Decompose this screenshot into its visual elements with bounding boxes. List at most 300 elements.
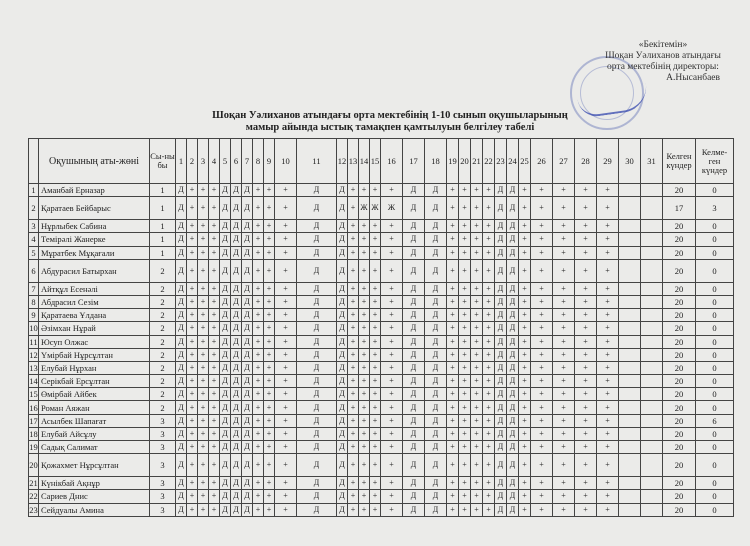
day-cell: + [187,503,198,516]
day-cell: Д [176,233,187,246]
day-cell: Д [176,490,187,503]
day-cell [641,309,663,322]
day-cell: Д [425,477,447,490]
day-cell: Д [297,427,337,440]
day-cell: + [370,454,381,477]
day-cell: + [209,414,220,427]
day-cell: + [471,184,483,197]
day-cell: + [459,441,471,454]
day-cell: Д [176,246,187,259]
day-cell: Д [297,401,337,414]
day-cell: Д [220,322,231,335]
table-row [29,490,734,503]
day-cell: Д [297,441,337,454]
day-cell: Д [507,309,519,322]
day-cell: Д [337,361,348,374]
day-cell: + [483,503,495,516]
day-cell: + [519,503,531,516]
day-cell: + [447,414,459,427]
day-cell: + [187,477,198,490]
day-cell: + [381,295,403,308]
header-came-days: Келген күндер [663,139,696,184]
day-cell: + [447,388,459,401]
day-cell [619,259,641,282]
day-cell: + [370,309,381,322]
day-cell: Д [231,361,242,374]
row-number: 10 [29,323,38,334]
day-cell [619,197,641,220]
day-cell: + [275,454,297,477]
grade-cell: 2 [150,322,176,335]
day-cell: + [459,309,471,322]
day-cell: Д [495,335,507,348]
day-cell: + [483,477,495,490]
day-cell: + [553,348,575,361]
day-cell: Д [495,197,507,220]
day-cell: Д [507,233,519,246]
day-cell: + [359,259,370,282]
day-cell: + [348,246,359,259]
header-day: 28 [575,139,597,184]
day-cell: Д [220,401,231,414]
row-number: 11 [29,336,38,347]
day-cell: + [381,477,403,490]
day-cell: + [275,388,297,401]
table-row [29,246,734,259]
day-cell: + [348,197,359,220]
day-cell: + [198,427,209,440]
day-cell: + [198,388,209,401]
day-cell: + [575,246,597,259]
day-cell: Д [495,246,507,259]
day-cell: Д [337,503,348,516]
day-cell: + [381,259,403,282]
day-cell: + [519,490,531,503]
day-cell: + [198,184,209,197]
day-cell: + [253,454,264,477]
header-day: 6 [231,139,242,184]
day-cell: + [531,477,553,490]
student-name: Қаратаев Бейбарыс [39,197,150,220]
day-cell: Д [297,259,337,282]
day-cell: + [531,361,553,374]
day-cell: + [253,335,264,348]
absent-days-cell: 0 [696,477,734,490]
header-day: 20 [459,139,471,184]
header-day: 23 [495,139,507,184]
day-cell: + [253,348,264,361]
day-cell: + [447,322,459,335]
day-cell: + [447,361,459,374]
student-name: Үмірбай Нұрсұлтан [39,348,150,361]
day-cell: + [381,282,403,295]
day-cell: Д [337,335,348,348]
row-number: 22 [29,491,38,502]
day-cell: + [531,490,553,503]
day-cell: + [348,388,359,401]
day-cell: + [275,441,297,454]
day-cell: Д [297,233,337,246]
day-cell: Д [507,197,519,220]
student-name: Айтқұл Есенәлі [39,282,150,295]
day-cell: Д [297,414,337,427]
day-cell: + [264,375,275,388]
day-cell [619,309,641,322]
day-cell: + [253,401,264,414]
day-cell: + [209,361,220,374]
day-cell: + [553,427,575,440]
day-cell: Д [337,490,348,503]
day-cell: + [471,220,483,233]
day-cell: + [553,375,575,388]
day-cell: + [359,427,370,440]
table-row [29,454,734,477]
day-cell: + [187,309,198,322]
day-cell: + [575,309,597,322]
came-days-cell: 20 [663,322,696,335]
day-cell: Д [337,454,348,477]
day-cell: + [209,503,220,516]
day-cell: + [471,441,483,454]
day-cell: + [519,309,531,322]
header-day: 31 [641,139,663,184]
day-cell: Д [231,295,242,308]
day-cell: + [348,361,359,374]
day-cell: + [187,401,198,414]
absent-days-cell: 0 [696,184,734,197]
table-row [29,309,734,322]
day-cell: + [198,246,209,259]
day-cell: Д [403,348,425,361]
day-cell: Д [297,295,337,308]
day-cell: + [198,503,209,516]
day-cell: + [447,490,459,503]
day-cell: + [187,246,198,259]
day-cell [619,335,641,348]
day-cell: + [519,401,531,414]
day-cell: + [531,375,553,388]
day-cell: + [209,259,220,282]
day-cell: Д [231,414,242,427]
day-cell: Д [231,322,242,335]
day-cell: + [381,490,403,503]
header-day: 17 [403,139,425,184]
day-cell: + [483,490,495,503]
day-cell: + [597,335,619,348]
came-days-cell: 17 [663,197,696,220]
day-cell: Д [231,233,242,246]
day-cell: Д [242,477,253,490]
day-cell: + [253,414,264,427]
day-cell: + [275,348,297,361]
day-cell: + [575,295,597,308]
header-day: 27 [553,139,575,184]
day-cell: + [264,233,275,246]
day-cell: + [597,220,619,233]
day-cell: Д [176,348,187,361]
day-cell [619,477,641,490]
day-cell: + [575,441,597,454]
day-cell: + [187,490,198,503]
day-cell: + [275,414,297,427]
day-cell: + [198,233,209,246]
day-cell: + [370,375,381,388]
day-cell: + [348,335,359,348]
day-cell: + [187,184,198,197]
header-student-name: Оқушының аты-жөні [39,139,150,184]
day-cell: Д [337,233,348,246]
student-name: Мұратбек Мұқағали [39,246,150,259]
day-cell: + [575,490,597,503]
day-cell [641,233,663,246]
day-cell: Д [495,401,507,414]
day-cell: + [447,348,459,361]
day-cell: + [359,282,370,295]
day-cell: + [531,184,553,197]
day-cell: Д [507,220,519,233]
day-cell: + [370,335,381,348]
day-cell: + [264,454,275,477]
attendance-body [29,184,734,517]
day-cell: + [597,197,619,220]
day-cell: + [447,503,459,516]
day-cell: + [209,282,220,295]
day-cell: + [264,295,275,308]
day-cell: Д [220,220,231,233]
day-cell: + [370,388,381,401]
day-cell: Д [507,246,519,259]
day-cell: Д [176,454,187,477]
day-cell: + [597,233,619,246]
came-days-cell: 20 [663,282,696,295]
day-cell: Д [297,220,337,233]
day-cell: + [264,361,275,374]
day-cell: Д [495,233,507,246]
day-cell: + [519,388,531,401]
day-cell: Д [495,375,507,388]
day-cell: + [370,427,381,440]
day-cell: Д [231,454,242,477]
table-row [29,233,734,246]
day-cell: + [359,309,370,322]
day-cell: Д [242,295,253,308]
day-cell: Д [495,414,507,427]
day-cell: + [471,309,483,322]
row-number: 17 [29,415,38,426]
grade-cell: 1 [150,220,176,233]
day-cell: + [187,375,198,388]
header-day: 2 [187,139,198,184]
day-cell: + [359,414,370,427]
day-cell: Д [507,414,519,427]
day-cell: Д [495,441,507,454]
day-cell: + [264,427,275,440]
day-cell: + [519,375,531,388]
day-cell: + [370,348,381,361]
day-cell: Д [337,401,348,414]
day-cell: Д [297,282,337,295]
day-cell: Д [507,427,519,440]
day-cell: + [575,414,597,427]
day-cell: + [359,233,370,246]
day-cell: + [275,361,297,374]
day-cell: Д [176,220,187,233]
grade-cell: 2 [150,375,176,388]
day-cell: + [575,361,597,374]
day-cell: + [348,259,359,282]
day-cell: + [198,335,209,348]
came-days-cell: 20 [663,295,696,308]
day-cell: + [187,361,198,374]
row-number: 14 [29,376,38,387]
day-cell [641,441,663,454]
day-cell: Д [220,454,231,477]
day-cell: + [348,414,359,427]
came-days-cell: 20 [663,375,696,388]
day-cell: Д [425,197,447,220]
day-cell: Д [231,309,242,322]
table-row [29,401,734,414]
day-cell: Д [403,454,425,477]
day-cell: + [264,335,275,348]
day-cell: + [359,503,370,516]
day-cell: Д [242,282,253,295]
came-days-cell: 20 [663,348,696,361]
day-cell: + [187,388,198,401]
day-cell: Д [495,184,507,197]
day-cell: Д [176,309,187,322]
row-number: 3 [29,220,39,233]
day-cell: + [348,309,359,322]
day-cell: + [275,375,297,388]
day-cell: + [575,282,597,295]
day-cell: + [264,322,275,335]
day-cell: Д [231,282,242,295]
day-cell: + [209,388,220,401]
day-cell: + [275,477,297,490]
day-cell: + [253,184,264,197]
day-cell: + [187,335,198,348]
header-absent-days: Келме-ген күндер [696,139,734,184]
day-cell: + [531,388,553,401]
day-cell: + [253,197,264,220]
day-cell: Д [403,295,425,308]
day-cell: + [459,388,471,401]
day-cell: + [519,414,531,427]
day-cell: + [264,401,275,414]
day-cell: + [597,477,619,490]
day-cell: Д [425,309,447,322]
day-cell [619,295,641,308]
day-cell: Д [176,477,187,490]
day-cell: + [447,197,459,220]
day-cell: Д [403,197,425,220]
day-cell: Д [337,309,348,322]
table-row [29,348,734,361]
day-cell: Д [220,503,231,516]
day-cell: Д [242,348,253,361]
row-number: 15 [29,389,38,400]
day-cell: + [187,282,198,295]
day-cell: + [531,259,553,282]
day-cell: + [519,361,531,374]
day-cell: Д [242,361,253,374]
day-cell: + [275,490,297,503]
day-cell: Д [220,259,231,282]
day-cell: + [483,295,495,308]
day-cell: + [198,375,209,388]
grade-cell: 2 [150,335,176,348]
table-row [29,259,734,282]
day-cell: + [471,388,483,401]
day-cell: + [275,427,297,440]
day-cell: Д [176,401,187,414]
row-number: 18 [29,428,38,439]
came-days-cell: 20 [663,361,696,374]
day-cell: + [553,259,575,282]
day-cell: + [447,309,459,322]
day-cell: + [575,388,597,401]
day-cell: Д [297,322,337,335]
day-cell: + [575,503,597,516]
day-cell: + [597,259,619,282]
row-number: 9 [29,309,39,322]
day-cell: Д [495,295,507,308]
day-cell: + [597,246,619,259]
day-cell: Д [337,295,348,308]
absent-days-cell: 0 [696,441,734,454]
day-cell: + [187,233,198,246]
day-cell: + [575,454,597,477]
day-cell: + [264,490,275,503]
header-day: 11 [297,139,337,184]
day-cell: + [253,427,264,440]
day-cell: + [597,427,619,440]
day-cell: Д [242,233,253,246]
day-cell: + [483,427,495,440]
day-cell: + [471,490,483,503]
day-cell: Д [242,246,253,259]
student-name: Қожахмет Нұрсұлтан [39,454,150,477]
day-cell: + [359,490,370,503]
absent-days-cell: 0 [696,246,734,259]
day-cell: Д [495,490,507,503]
day-cell: + [483,348,495,361]
day-cell: + [253,477,264,490]
day-cell: Д [242,414,253,427]
day-cell [619,375,641,388]
day-cell: + [253,246,264,259]
day-cell: Д [425,503,447,516]
day-cell: + [519,184,531,197]
header-day: 24 [507,139,519,184]
day-cell: + [359,454,370,477]
day-cell [641,282,663,295]
day-cell: + [471,348,483,361]
grade-cell: 2 [150,401,176,414]
day-cell: Д [176,322,187,335]
day-cell: Д [297,246,337,259]
day-cell: + [253,375,264,388]
day-cell: + [553,361,575,374]
day-cell: Д [403,246,425,259]
absent-days-cell: 6 [696,414,734,427]
day-cell: + [209,233,220,246]
day-cell: + [471,295,483,308]
day-cell: Д [507,361,519,374]
day-cell: + [209,184,220,197]
day-cell: Д [507,282,519,295]
